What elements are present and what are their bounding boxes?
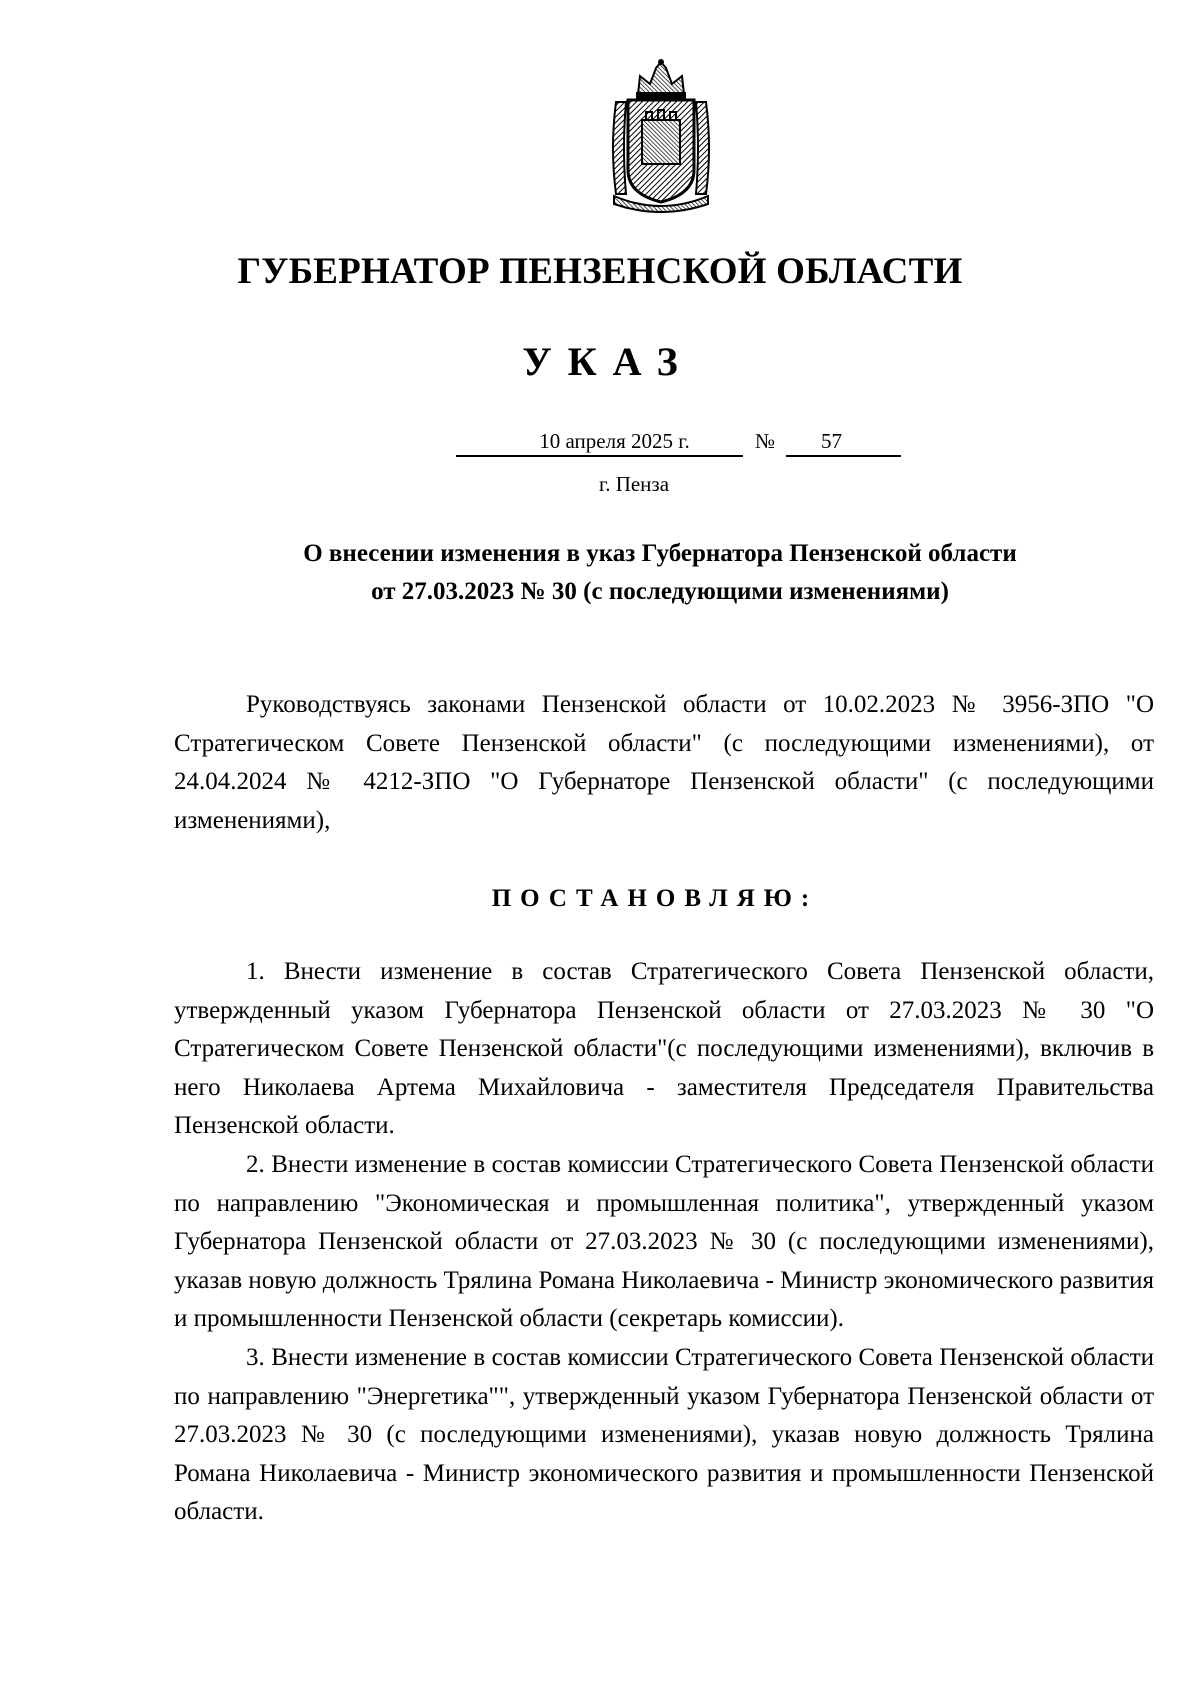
coat-of-arms-icon [606,58,716,214]
number-sign: № [754,429,776,453]
preamble [174,686,1154,840]
preamble-paragraph: Руководствуясь законами Пензенской области от 10.02.2023 № 3956-ЗПО "О Стратегическом Совете Пензенской области" (с последующими изменениями), от 24.04.2024 № 4212-ЗПО "О Губернаторе Пензенской области" (с последующими изменениями), [174,691,1154,834]
subject-line-2: от 27.03.2023 № 30 (с последующими изменениями) [371,578,949,605]
subject-line-1: О внесении изменения в указ Губернатора Пензенской области [303,540,1017,567]
decree-word: ПОСТАНОВЛЯЮ: [491,885,819,912]
document-number: 57 [786,427,901,457]
decree-item-3: 3. Внести изменение в состав комиссии Стратегического Совета Пензенской области по направлению "Энергетика"", утвержденный указом Губернатора Пензенской области от 27.03.2023 № 30 (с последующими изменениями), указав новую должность Трялина Романа Николаевича - Министр экономического развития и промышленности Пензенской области. [174,1343,1154,1526]
document-subject [230,535,1090,611]
decree-items [174,953,1154,1532]
document-type: УКАЗ [522,339,694,384]
decree-item-2: 2. Внести изменение в состав комиссии Стратегического Совета Пензенской области по направлению "Экономическая и промышленная политика", утвержденный указом Губернатора Пензенской области от 27.03.2023 № 30 (с последующими изменениями), указав новую должность Трялина Романа Николаевича - Министр экономического развития и промышленности Пензенской области (секретарь комиссии). [174,1150,1154,1333]
document-city: г. Пенза [598,472,670,496]
document-date: 10 апреля 2025 г. [456,427,743,457]
issuing-authority: ГУБЕРНАТОР ПЕНЗЕНСКОЙ ОБЛАСТИ [237,251,963,292]
decree-item-1: 1. Внести изменение в состав Стратегического Совета Пензенской области, утвержденный указом Губернатора Пензенской области от 27.03.2023 № 30 "О Стратегическом Совете Пензенской области"(с последующими изменениями), включив в него Николаева Артема Михайловича - заместителя Председателя Правительства Пензенской области. [174,958,1154,1140]
